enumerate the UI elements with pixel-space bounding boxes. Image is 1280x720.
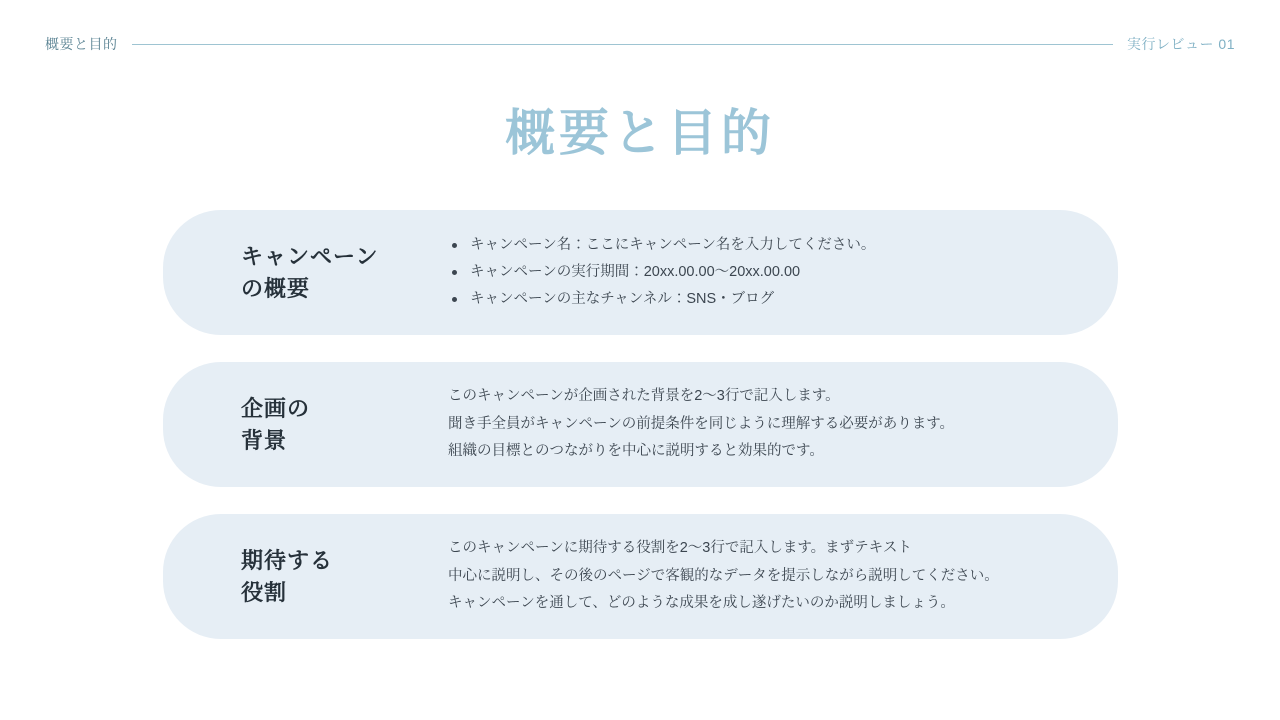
- card-label-line-1: 期待する: [241, 548, 334, 574]
- body-line: キャンペーンを通して、どのような成果を成し遂げたいのか説明しましょう。: [448, 595, 955, 612]
- card-label: [163, 241, 448, 303]
- card-body: [448, 535, 1078, 618]
- card-campaign-overview: [163, 210, 1118, 335]
- body-line: 組織の目標とのつながりを中心に説明すると効果的です。: [448, 443, 824, 460]
- body-line: このキャンペーンに期待する役割を2〜3行で記入します。まずテキスト: [448, 539, 912, 556]
- card-body: [448, 383, 1078, 466]
- card-label-line-2: 背景: [241, 427, 288, 453]
- slide-header: [45, 32, 1235, 56]
- card-label-line-2: 役割: [241, 579, 288, 605]
- body-line: 聞き手全員がキャンペーンの前提条件を同じように理解する必要があります。: [448, 415, 955, 432]
- list-item: キャンペーンの実行期間：20xx.00.00〜20xx.00.00: [466, 259, 1078, 286]
- header-section-label: 概要と目的: [45, 36, 118, 52]
- header-divider: [132, 44, 1114, 45]
- card-label-line-1: 企画の: [241, 396, 311, 422]
- card-body: [448, 232, 1078, 313]
- card-expected-role: [163, 514, 1118, 639]
- list-item: キャンペーン名：ここにキャンペーン名を入力してください。: [466, 232, 1078, 259]
- card-list: [163, 210, 1118, 666]
- card-planning-background: [163, 362, 1118, 487]
- list-item: キャンペーンの主なチャンネル：SNS・ブログ: [466, 286, 1078, 313]
- card-label-line-2: の概要: [241, 275, 311, 301]
- bullet-list: [448, 232, 1078, 313]
- body-line: このキャンペーンが企画された背景を2〜3行で記入します。: [448, 387, 840, 404]
- card-label: [163, 545, 448, 607]
- header-page-label: 実行レビュー 01: [1127, 36, 1235, 52]
- page-title: 概要と目的: [505, 105, 775, 161]
- body-line: 中心に説明し、その後のページで客観的なデータを提示しながら説明してください。: [448, 567, 999, 584]
- card-label: [163, 393, 448, 455]
- card-label-line-1: キャンペーン: [241, 244, 379, 270]
